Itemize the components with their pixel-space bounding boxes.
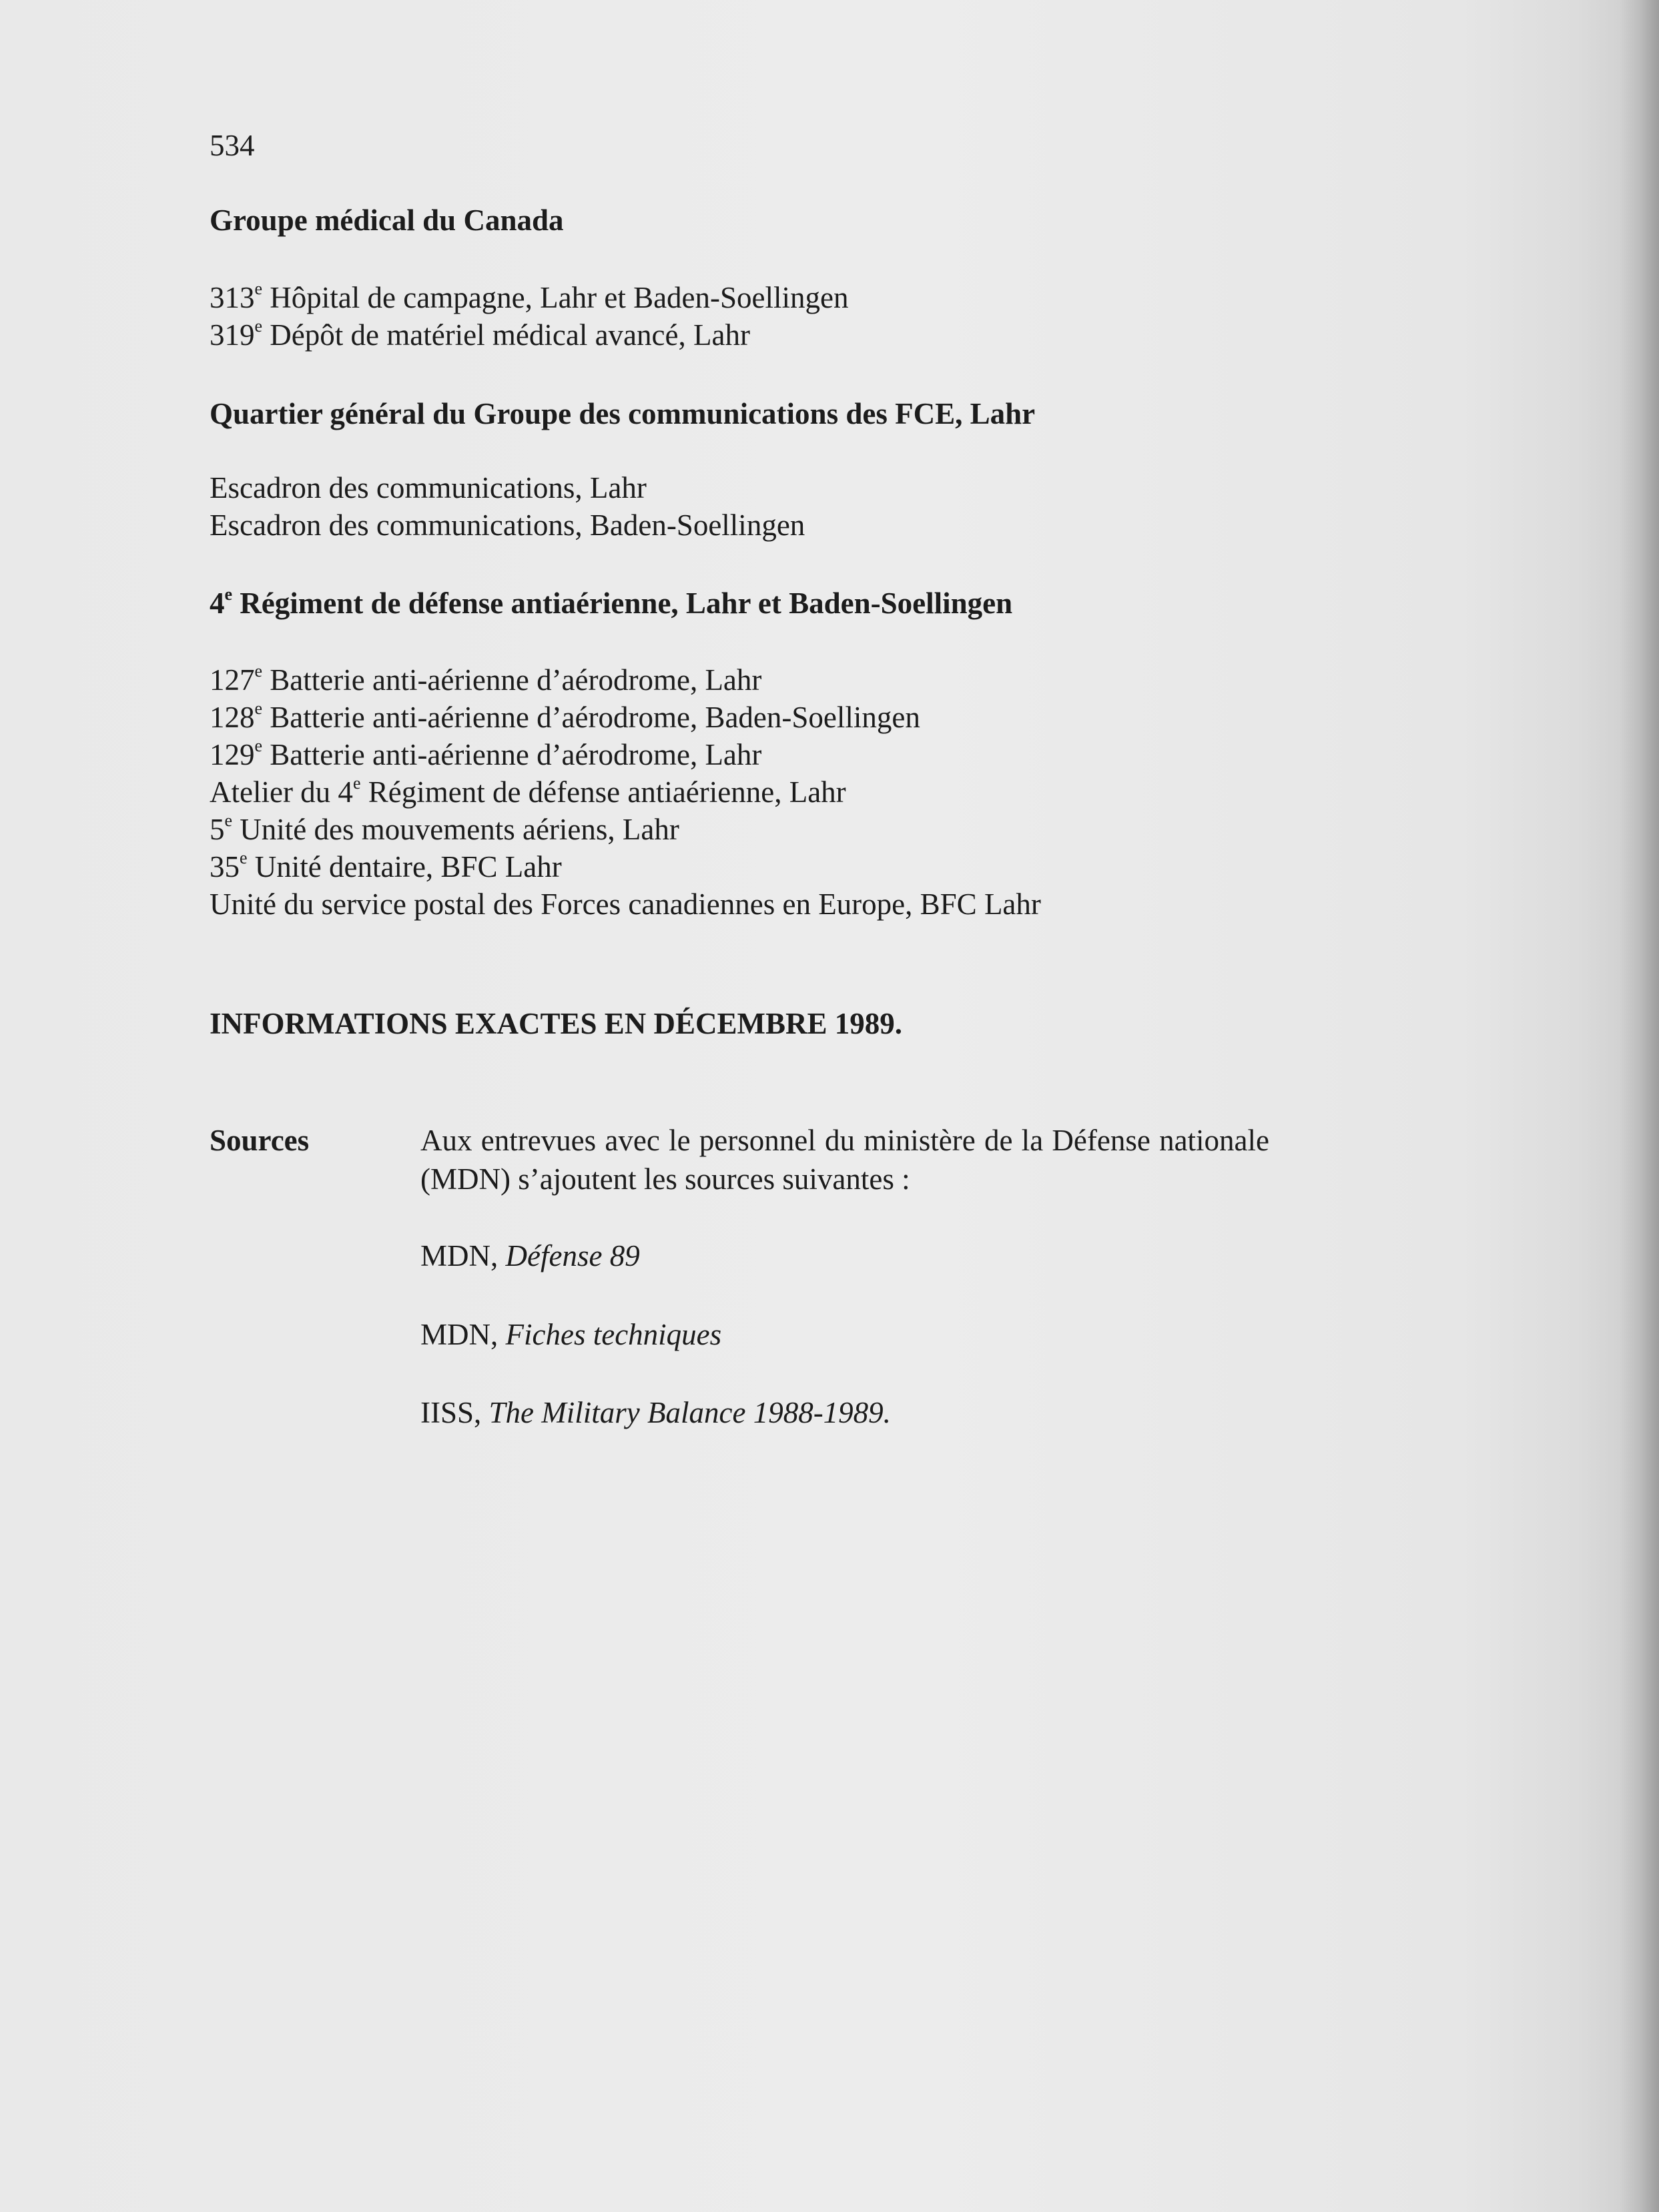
page-edge-shadow (1619, 0, 1659, 2212)
source-reference: MDN, Fiches techniques (420, 1318, 722, 1351)
list-item: 313e Hôpital de campagne, Lahr et Baden-Soellingen (210, 279, 849, 314)
list-item: 319e Dépôt de matériel médical avancé, Lahr (210, 316, 750, 352)
sources-label: Sources (210, 1124, 310, 1157)
section-heading-air-defence: 4e Régiment de défense antiaérienne, Lahr et Baden-Soellingen (210, 585, 1013, 620)
list-item: Escadron des communications, Lahr (210, 471, 647, 504)
section-heading-medical: Groupe médical du Canada (210, 204, 564, 237)
list-item: Escadron des communications, Baden-Soellingen (210, 508, 805, 542)
list-item: Atelier du 4e Régiment de défense antiaérienne, Lahr (210, 773, 846, 809)
list-item: 127e Batterie anti-aérienne d’aérodrome, Lahr (210, 661, 762, 697)
source-reference: MDN, Défense 89 (420, 1239, 640, 1272)
informations-note: INFORMATIONS EXACTES EN DÉCEMBRE 1989. (210, 1007, 903, 1040)
sources-intro-line1: Aux entrevues avec le personnel du ministère de la Défense nationale (420, 1124, 1270, 1157)
source-reference: IISS, The Military Balance 1988-1989. (420, 1396, 891, 1429)
sources-intro-line2: (MDN) s’ajoutent les sources suivantes : (420, 1162, 910, 1196)
list-item: Unité du service postal des Forces canadiennes en Europe, BFC Lahr (210, 887, 1041, 921)
list-item: 35e Unité dentaire, BFC Lahr (210, 848, 562, 883)
section-heading-communications: Quartier général du Groupe des communications des FCE, Lahr (210, 397, 1036, 430)
page-number: 534 (210, 129, 255, 162)
list-item: 128e Batterie anti-aérienne d’aérodrome, Baden-Soellingen (210, 699, 920, 734)
list-item: 5e Unité des mouvements aériens, Lahr (210, 811, 679, 846)
list-item: 129e Batterie anti-aérienne d’aérodrome, Lahr (210, 736, 762, 771)
